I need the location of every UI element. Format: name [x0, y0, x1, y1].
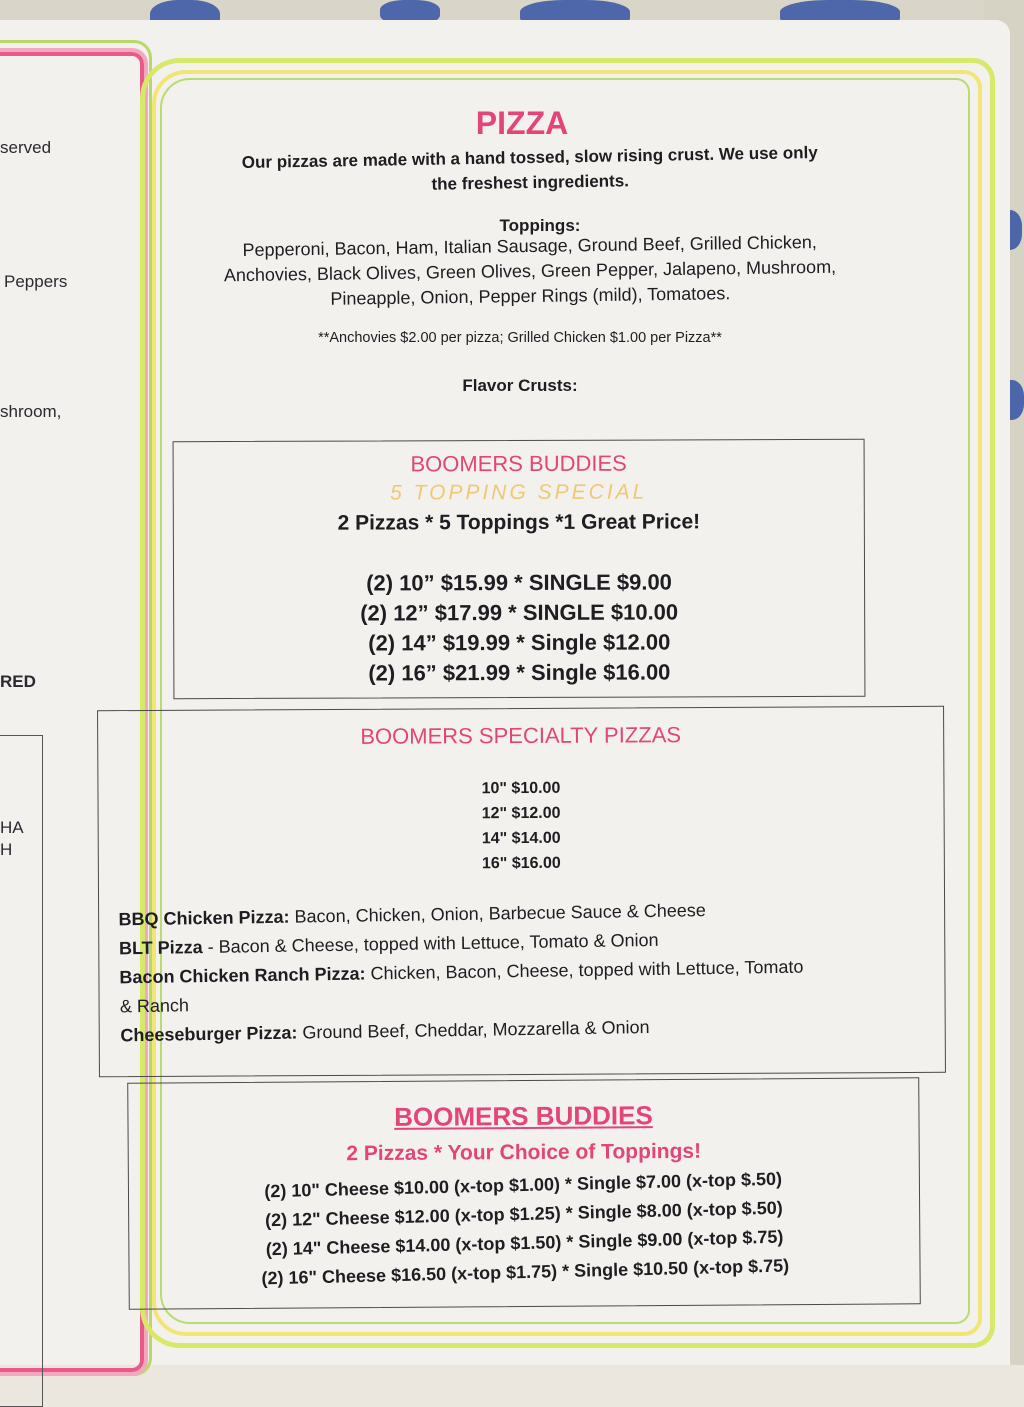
price-row: (2) 16” $21.99 * Single $16.00 [174, 657, 864, 689]
price-row: 10" $10.00 [98, 774, 943, 803]
price-row: (2) 14” $19.99 * Single $12.00 [174, 627, 864, 659]
choice-price-list [128, 1161, 921, 1296]
toppings-line: Pineapple, Onion, Pepper Rings (mild), Tomatoes. [160, 279, 900, 314]
left-fragment: RED [0, 672, 36, 692]
toppings-heading: Toppings: [170, 216, 910, 236]
price-row: 16" $16.00 [99, 849, 944, 878]
item-name: BLT Pizza [119, 937, 203, 958]
flavor-crusts-heading: Flavor Crusts: [170, 376, 870, 396]
item-description: - Bacon & Cheese, topped with Lettuce, Tomato & Onion [203, 930, 659, 957]
intro-line: the freshest ingredients. [160, 164, 900, 202]
toppings-line: Pepperoni, Bacon, Ham, Italian Sausage, Ground Beef, Grilled Chicken, [160, 229, 900, 264]
price-row: 14" $14.00 [99, 824, 944, 853]
price-row: (2) 16" Cheese $16.50 (x-top $1.75) * Single $10.50 (x-top $.75) [130, 1248, 920, 1296]
left-fragment: H [0, 840, 12, 860]
price-row: (2) 14" Cheese $14.00 (x-top $1.50) * Single $9.00 (x-top $.75) [129, 1219, 919, 1267]
left-fragment: served [0, 138, 51, 158]
item-name: BBQ Chicken Pizza: [118, 907, 289, 930]
choice-tagline: 2 Pizzas * Your Choice of Toppings! [129, 1138, 919, 1168]
left-fragment: shroom, [0, 402, 61, 422]
item-name: Bacon Chicken Ranch Pizza: [119, 963, 365, 987]
item-description: Ground Beef, Cheddar, Mozzarella & Onion [297, 1017, 649, 1043]
boomers-buddies-choice-box [127, 1077, 921, 1310]
price-row: (2) 10" Cheese $10.00 (x-top $1.00) * Single $7.00 (x-top $.50) [128, 1161, 918, 1209]
item-description: Chicken, Bacon, Cheese, topped with Lettuce, Tomato [365, 957, 803, 984]
toppings-line: Anchovies, Black Olives, Green Olives, Green Pepper, Jalapeno, Mushroom, [160, 254, 900, 289]
left-fragment: Peppers [4, 272, 67, 292]
specialty-pizzas-box [97, 706, 946, 1077]
price-row: 12" $12.00 [99, 799, 944, 828]
special-tagline: 2 Pizzas * 5 Toppings *1 Great Price! [174, 510, 864, 536]
specialty-price-list [98, 774, 944, 878]
item-name: Cheeseburger Pizza: [120, 1023, 297, 1046]
specialty-item-list [118, 893, 930, 1051]
boomers-buddies-special-box [173, 439, 866, 699]
price-row: (2) 12” $17.99 * SINGLE $10.00 [174, 597, 864, 629]
price-row: (2) 12" Cheese $12.00 (x-top $1.25) * Single $8.00 (x-top $.50) [129, 1190, 919, 1238]
left-fragment: HA [0, 818, 24, 838]
price-row: (2) 10” $15.99 * SINGLE $9.00 [174, 567, 864, 599]
special-subtitle: 5 TOPPING SPECIAL [174, 480, 864, 506]
special-price-list [174, 567, 864, 689]
page-title: PIZZA [0, 105, 1024, 142]
toppings-list [160, 229, 901, 314]
choice-title: BOOMERS BUDDIES [128, 1098, 918, 1135]
item-description: Bacon, Chicken, Onion, Barbecue Sauce & Cheese [289, 900, 706, 927]
extra-charge-note: **Anchovies $2.00 per pizza; Grilled Chicken $1.00 per Pizza** [170, 330, 870, 346]
intro-line: Our pizzas are made with a hand tossed, slow rising crust. We use only [160, 139, 900, 177]
special-title: BOOMERS BUDDIES [174, 450, 864, 478]
specialty-title: BOOMERS SPECIALTY PIZZAS [98, 721, 943, 751]
item-description: & Ranch [120, 995, 189, 1016]
